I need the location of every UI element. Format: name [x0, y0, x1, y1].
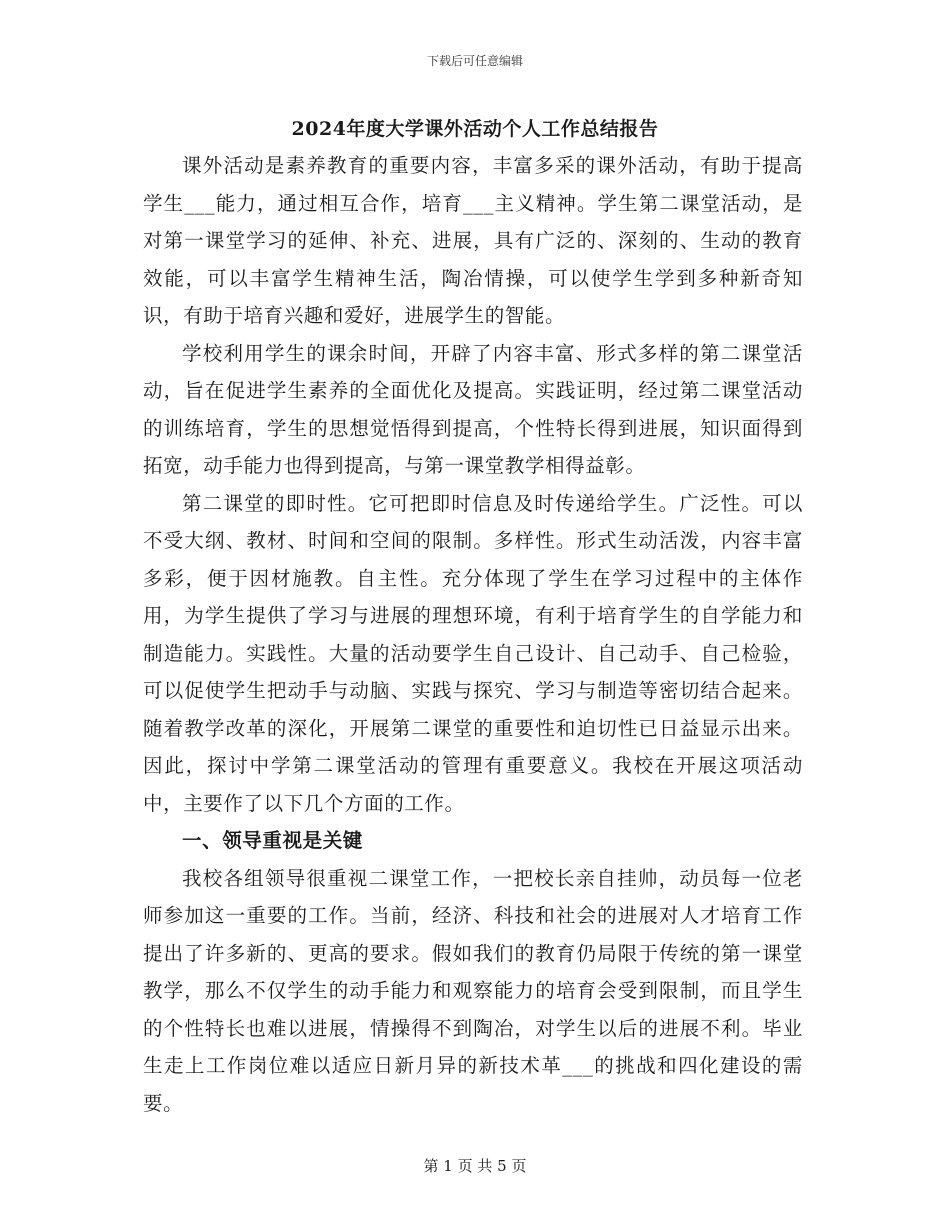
document-title: 2024年度大学课外活动个人工作总结报告 — [291, 118, 659, 140]
page-number: 第 1 页 共 5 页 — [423, 1157, 527, 1175]
document-body — [143, 147, 803, 1122]
paragraph-characteristics: 第二课堂的即时性。它可把即时信息及时传递给学生。广泛性。可以不受大纲、教材、时间和空间的限制。多样性。形式生动活泼，内容丰富多彩，便于因材施教。自主性。充分体现了学生在学习过程中的主体作用，为学生提供了学习与进展的理想环境，有利于培育学生的自学能力和制造能力。实践性。大量的活动要学生自己设计、自己动手、自己检验，可以促使学生把动手与动脑、实践与探究、学习与制造等密切结合起来。随着教学改革的深化，开展第二课堂的重要性和迫切性已日益显示出来。因此，探讨中学第二课堂活动的管理有重要意义。我校在开展这项活动中，主要作了以下几个方面的工作。 — [143, 491, 803, 815]
page-header-note: 下载后可任意编辑 — [426, 54, 523, 68]
paragraph-intro: 课外活动是素养教育的重要内容，丰富多采的课外活动，有助于提高学生___能力，通过相互合作，培育___主义精神。学生第二课堂活动，是对第一课堂学习的延伸、补充、进展，具有广泛的、深刻的、生动的教育效能，可以丰富学生精神生活，陶冶情操，可以使学生学到多种新奇知识，有助于培育兴趣和爱好，进展学生的智能。 — [143, 154, 803, 327]
paragraph-second-classroom: 学校利用学生的课余时间，开辟了内容丰富、形式多样的第二课堂活动，旨在促进学生素养的全面优化及提高。实践证明，经过第二课堂活动的训练培育，学生的思想觉悟得到提高，个性特长得到进展，知识面得到拓宽，动手能力也得到提高，与第一课堂教学相得益彰。 — [143, 341, 803, 477]
section-heading-leadership: 一、领导重视是关键 — [182, 829, 363, 852]
paragraph-leadership: 我校各组领导很重视二课堂工作，一把校长亲自挂帅，动员每一位老师参加这一重要的工作。当前，经济、科技和社会的进展对人才培育工作提出了许多新的、更高的要求。假如我们的教育仍局限于传统的第一课堂教学，那么不仅学生的动手能力和观察能力的培育会受到限制，而且学生的个性特长也难以进展，情操得不到陶冶，对学生以后的进展不利。毕业生走上工作岗位难以适应日新月异的新技术革___的挑战和四化建设的需要。 — [143, 866, 803, 1115]
